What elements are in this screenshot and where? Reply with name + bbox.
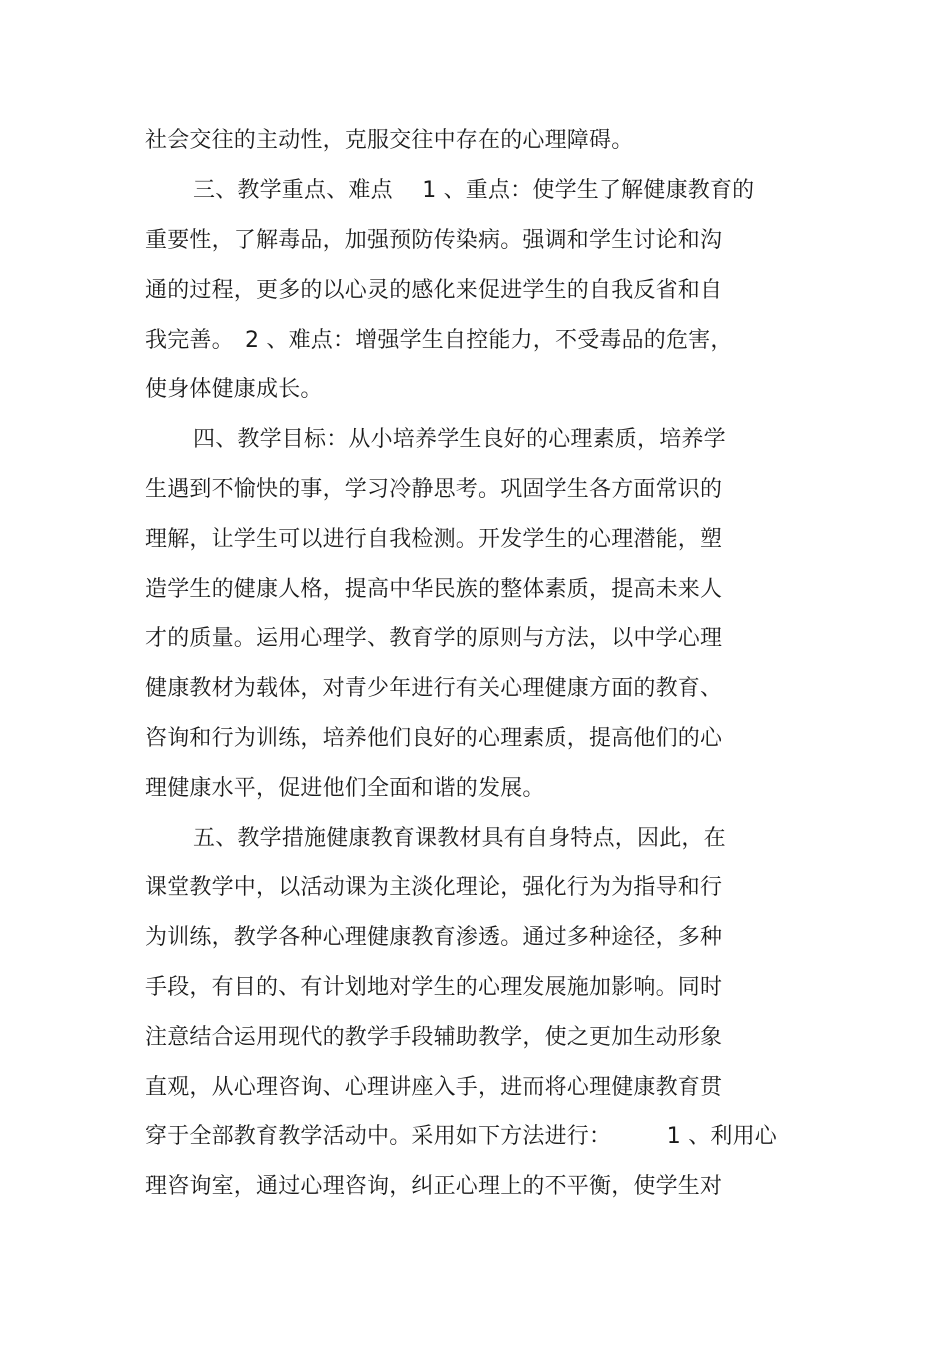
text-line: 生遇到不愉快的事，学习冷静思考。巩固学生各方面常识的	[145, 477, 723, 502]
text-line: 为训练，教学各种心理健康教育渗透。通过多种途径，多种	[145, 925, 723, 950]
text-line: 造学生的健康人格，提高中华民族的整体素质，提高未来人	[145, 577, 723, 602]
text-line: 手段，有目的、有计划地对学生的心理发展施加影响。同时	[145, 975, 723, 1000]
text-line: 直观，从心理咨询、心理讲座入手，进而将心理健康教育贯	[145, 1075, 723, 1100]
text-line: 咨询和行为训练，培养他们良好的心理素质，提高他们的心	[145, 726, 723, 751]
section-heading-line: 五、教学措施健康教育课教材具有自身特点，因此，在	[193, 826, 726, 851]
text-line: 社会交往的主动性，克服交往中存在的心理障碍。	[145, 128, 634, 153]
text-line: 健康教材为载体，对青少年进行有关心理健康方面的教育、	[145, 676, 723, 701]
text-line: 通的过程，更多的以心灵的感化来促进学生的自我反省和自	[145, 278, 723, 303]
text-line: 才的质量。运用心理学、教育学的原则与方法，以中学心理	[145, 626, 723, 651]
text-line: 我完善。 2 、难点：增强学生自控能力，不受毒品的危害，	[145, 328, 733, 353]
text-line: 注意结合运用现代的教学手段辅助教学，使之更加生动形象	[145, 1025, 723, 1050]
text-line: 理咨询室，通过心理咨询，纠正心理上的不平衡，使学生对	[145, 1174, 723, 1199]
text-line: 理解，让学生可以进行自我检测。开发学生的心理潜能，塑	[145, 527, 723, 552]
text-line: 使身体健康成长。	[145, 377, 323, 402]
text-line: 课堂教学中，以活动课为主淡化理论，强化行为为指导和行	[145, 875, 723, 900]
text-line: 重要性，了解毒品，加强预防传染病。强调和学生讨论和沟	[145, 228, 723, 253]
text-line: 理健康水平，促进他们全面和谐的发展。	[145, 776, 545, 801]
section-heading-line: 三、教学重点、难点 1 、重点：使学生了解健康教育的	[193, 178, 755, 203]
text-line: 穿于全部教育教学活动中。采用如下方法进行： 1 、利用心	[145, 1124, 777, 1149]
section-heading-line: 四、教学目标：从小培养学生良好的心理素质，培养学	[193, 427, 726, 452]
